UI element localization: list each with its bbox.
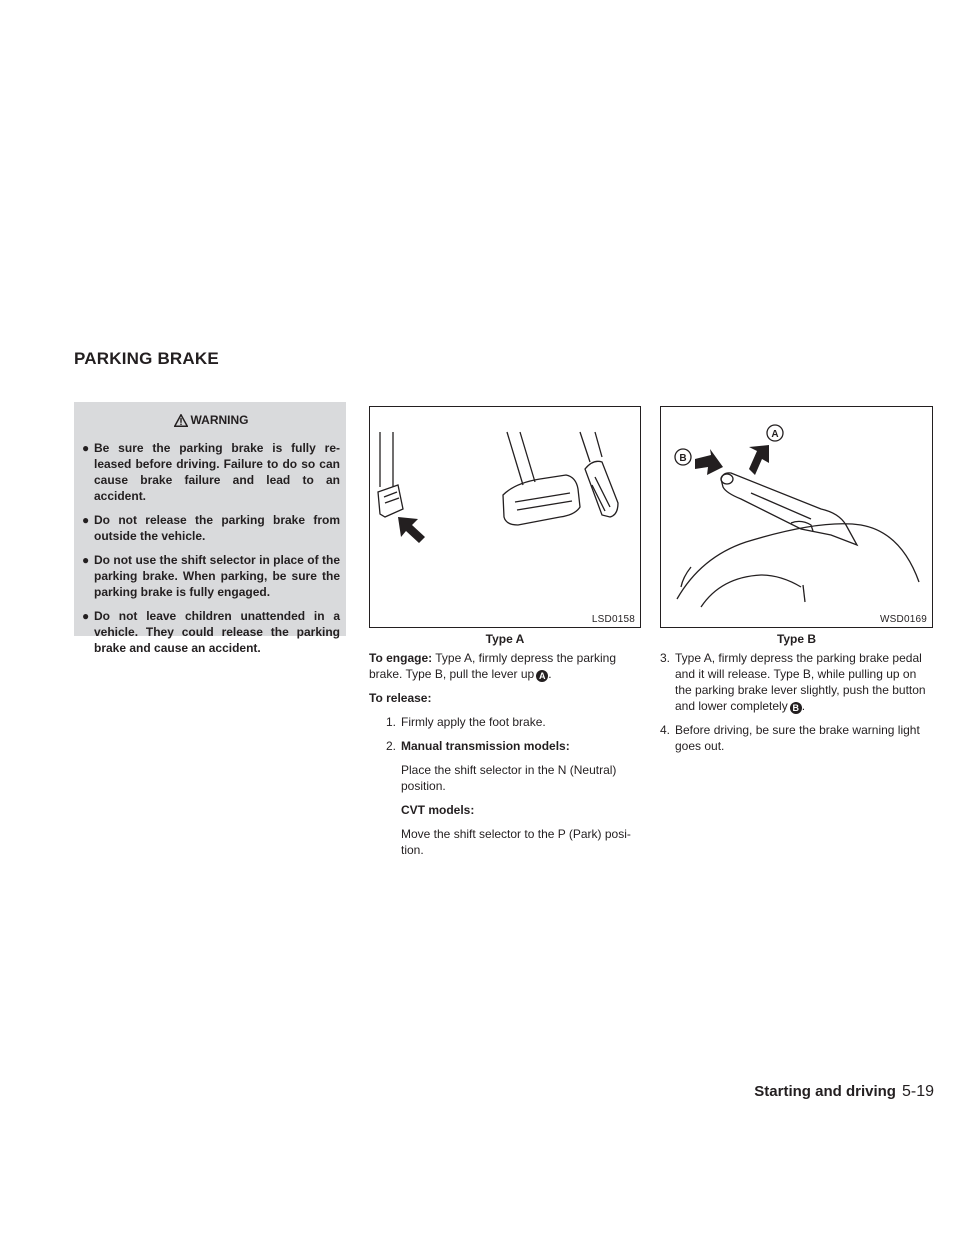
section-title: PARKING BRAKE (74, 349, 219, 368)
pull-arrow-icon (749, 445, 769, 475)
step-3: 3. Type A, firmly depress the parking brake pedal and it will release. Type B, while pulling up on the parking brake lever slightly, push the button and lower completely B . (660, 651, 926, 713)
bullet-icon: ● (82, 513, 90, 527)
manual-heading: Manual transmission models: (401, 739, 570, 753)
release-steps (369, 714, 641, 858)
instructions-column (369, 650, 641, 866)
figure-code: LSD0158 (591, 614, 635, 625)
figure-code: WSD0169 (880, 614, 927, 625)
circled-a-marker: A (536, 670, 548, 682)
step-2: 2. Manual transmission models: Place the shift selector in the N (Neutral) position. CVT models: Move the shift selector to the P (Park) posi- tion. (386, 738, 641, 858)
warning-box (74, 402, 346, 655)
warning-item: ● Do not leave children unattended in a vehicle. They could release the parking brake and cause an accident. (82, 609, 340, 655)
instructions-column-continued (660, 650, 933, 762)
cvt-heading: CVT models: (401, 803, 475, 817)
step-4: 4. Before driving, be sure the brake warning light goes out. (660, 723, 920, 753)
engage-paragraph: To engage: Type A, firmly depress the parking brake. Type B, pull the lever up A . (369, 651, 616, 681)
warning-triangle-icon (174, 414, 188, 427)
cvt-text: Move the shift selector to the P (Park) posi- tion. (401, 827, 631, 857)
release-label: To release: (369, 691, 432, 705)
push-button-arrow-icon (695, 449, 723, 475)
label-a: A (771, 429, 779, 440)
step-1: 1. Firmly apply the foot brake. (386, 715, 546, 729)
bullet-icon: ● (82, 553, 90, 567)
warning-heading (82, 410, 340, 430)
warning-list (82, 440, 340, 656)
engage-label: To engage: (369, 651, 433, 665)
push-arrow-icon (398, 517, 425, 543)
figure-type-a (369, 406, 641, 628)
bullet-icon: ● (82, 441, 90, 455)
warning-item: ● Do not use the shift selector in place of the parking brake. When parking, be sure the parking brake is fully engaged. (82, 553, 340, 599)
manual-text: Place the shift selector in the N (Neutral) position. (401, 763, 617, 793)
figure-type-b (660, 406, 933, 628)
page-footer (754, 1083, 934, 1101)
figure-caption: Type A (485, 632, 525, 646)
page-number: 5-19 (901, 1083, 934, 1100)
footer-section: Starting and driving (754, 1083, 896, 1100)
warning-heading-text: WARNING (190, 413, 249, 427)
parking-pedal-illustration (370, 407, 640, 627)
warning-item: ● Be sure the parking brake is fully re- leased before driving. Failure to do so can cause brake failure and lead to an accident. (82, 441, 340, 503)
parking-lever-illustration (661, 407, 932, 627)
bullet-icon: ● (82, 609, 90, 623)
warning-item: ● Do not release the parking brake from outside the vehicle. (82, 513, 340, 543)
circled-b-marker: B (790, 702, 802, 714)
figure-caption: Type B (776, 632, 817, 646)
label-b: B (679, 453, 687, 464)
engage-text: Type A, firmly depress the parking brake. Type B, pull the lever up (369, 651, 616, 681)
